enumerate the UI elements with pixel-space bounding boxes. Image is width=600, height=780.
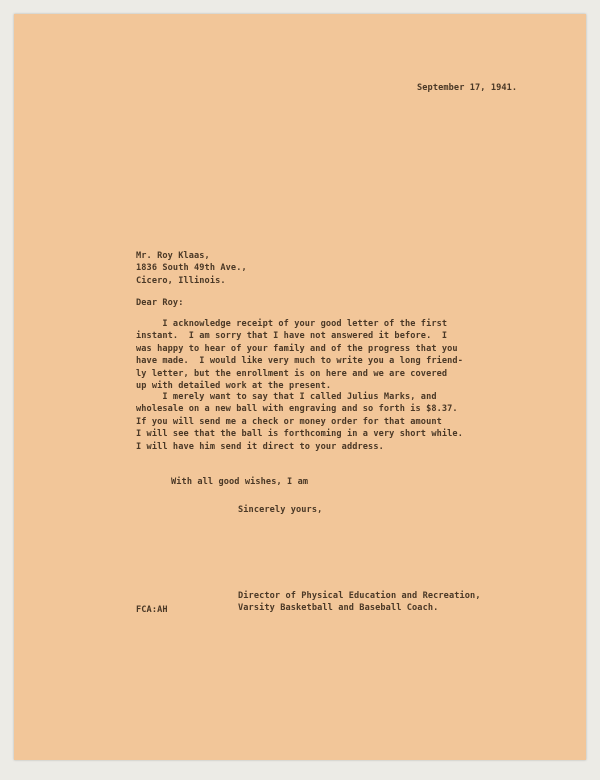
sign-off: Sincerely yours, [238,505,323,515]
letter-page [14,14,586,760]
signer-title [238,590,481,615]
reference-initials: FCA:AH [136,605,168,615]
recipient-city: Cicero, Illinois. [136,275,226,286]
paragraph-line: ly letter, but the enrollment is on here and we are covered [136,368,448,379]
title-line: Varsity Basketball and Baseball Coach. [238,603,439,614]
body-paragraph-1 [136,318,463,392]
paragraph-line: If you will send me a check or money order for that amount [136,416,442,427]
paragraph-line: instant. I am sorry that I have not answered it before. I [136,331,448,342]
salutation: Dear Roy: [136,298,184,308]
paragraph-line: was happy to hear of your family and of the progress that you [136,343,458,354]
paragraph-line: I acknowledge receipt of your good letter of the first [136,319,448,329]
paragraph-line: have made. I would like very much to write you a long friend- [136,356,463,367]
paragraph-line: I will see that the ball is forthcoming in a very short while. [136,429,463,440]
recipient-name: Mr. Roy Klaas, [136,251,210,261]
closing-wish: With all good wishes, I am [171,477,309,487]
paragraph-line: I merely want to say that I called Julius Marks, and [136,392,437,402]
paragraph-line: up with detailed work at the present. [136,381,332,392]
title-line: Director of Physical Education and Recreation, [238,591,481,601]
recipient-street: 1836 South 49th Ave., [136,263,247,274]
paragraph-line: I will have him send it direct to your address. [136,441,384,452]
paragraph-line: wholesale on a new ball with engraving and so forth is $8.37. [136,404,458,415]
body-paragraph-2 [136,391,463,453]
letter-date: September 17, 1941. [417,83,518,93]
recipient-address [136,250,247,287]
